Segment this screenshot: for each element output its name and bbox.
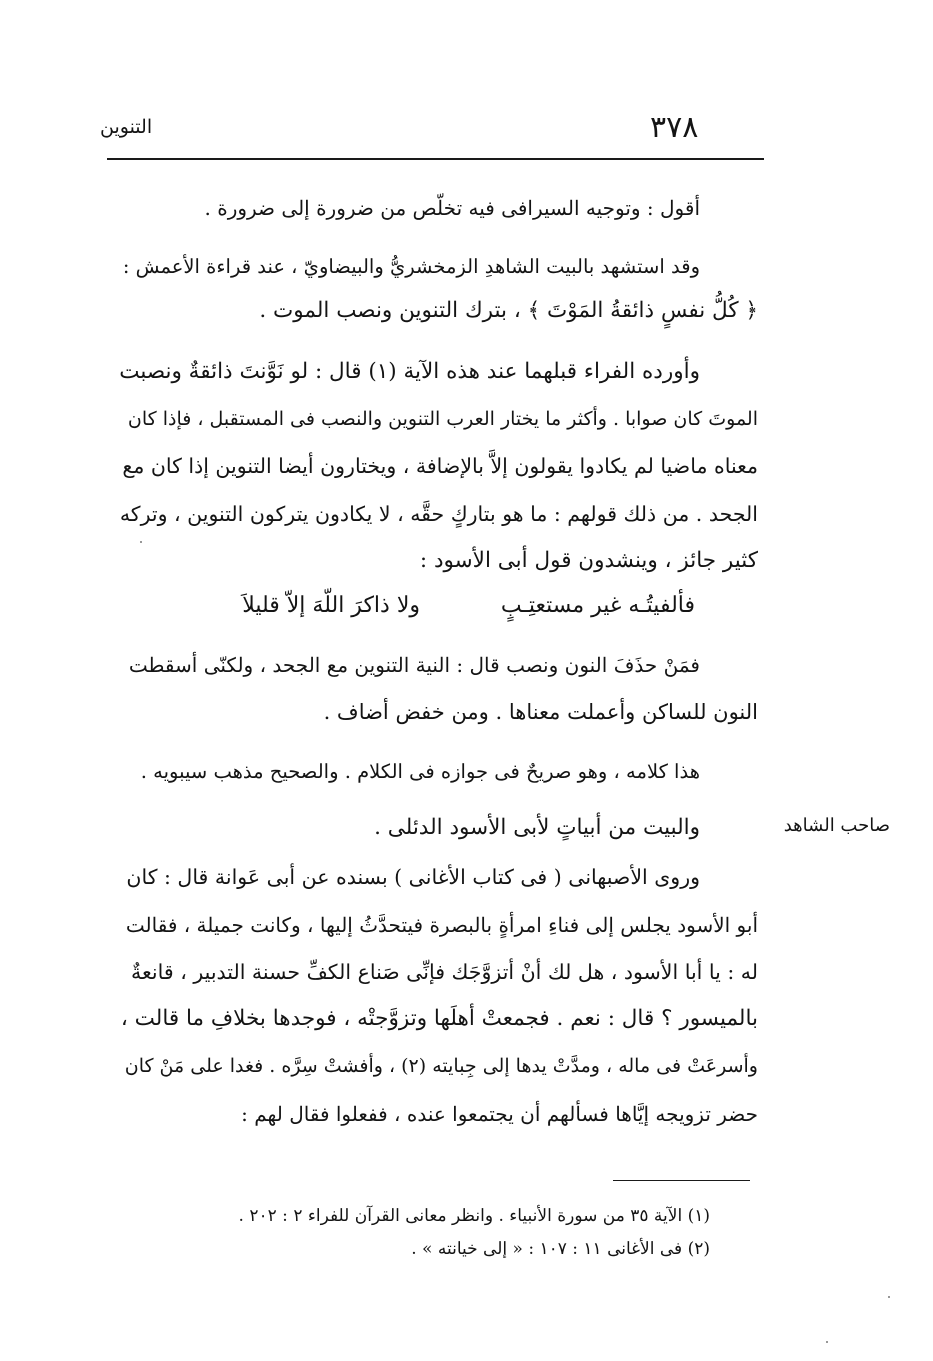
body-line: له : يا أبا الأسود ، هل لك أنْ أتزوَّجَك فإنِّى صَناع الكفِّ حسنة التدبير ، قانعةٌ bbox=[131, 960, 758, 984]
scan-speck bbox=[888, 1296, 890, 1298]
body-line: وقد استشهد بالبيت الشاهدِ الزمخشريُّ والبيضاويّ ، عند قراءة الأعمش : bbox=[122, 255, 700, 278]
body-line: ﴿ كُلُّ نفسٍ ذائقةُ المَوْتَ ﴾ ، بترك التنوين ونصب الموت . bbox=[259, 298, 758, 323]
verse-hemistich-second: ولا ذاكرَ اللّهَ إلاّ قليلاَ bbox=[242, 593, 420, 618]
scan-speck bbox=[826, 1341, 828, 1343]
footnote-rule bbox=[613, 1180, 750, 1181]
footnote-1: (١) الآية ٣٥ من سورة الأنبياء . وانظر معانى القرآن للفراء ٢ : ٢٠٢ . bbox=[238, 1206, 710, 1226]
body-line: والبيت من أبياتٍ لأبى الأسود الدئلى . bbox=[374, 815, 700, 840]
body-line: كثير جائز ، وينشدون قول أبى الأسود : bbox=[419, 548, 758, 573]
body-line: النون للساكن وأعملت معناها . ومن خفض أضاف . bbox=[323, 700, 758, 724]
body-line: حضر تزويجه إيَّاها فسألهم أن يجتمعوا عنده ، ففعلوا فقال لهم : bbox=[241, 1102, 758, 1126]
body-line: هذا كلامه ، وهو صريحٌ فى جوازه فى الكلام . والصحيح مذهب سيبويه . bbox=[140, 760, 700, 783]
footnote-2: (٢) فى الأغانى ١١ : ١٠٧ : « إلى خيانته » . bbox=[411, 1239, 710, 1259]
body-line: بالميسور ؟ قال : نعم . فجمعتْ أهلَها وتزوَّجتْه ، فوجدها بخلافِ ما قالت ، bbox=[120, 1006, 758, 1031]
body-line: وأسرعَتْ فى ماله ، ومدَّتْ يدها إلى جِبايته (٢) ، وأفشتْ سِرَّه . فغدا على مَنْ كان bbox=[124, 1055, 758, 1077]
body-line: الجحد . من ذلك قولهم : ما هو بتاركٍ حقَّه ، لا يكادون يتركون التنوين ، وتركه bbox=[119, 502, 758, 526]
running-header-title: التنوين bbox=[100, 116, 153, 138]
body-line: معناه ماضيا لم يكادوا يقولون إلاَّ بالإضافة ، ويختارون أيضا التنوين إذا كان مع bbox=[122, 454, 758, 478]
header-rule bbox=[107, 158, 764, 160]
body-line: وروى الأصبهانى ( فى كتاب الأغانى ) بسنده عن أبى عَوانة قال : كان bbox=[126, 865, 700, 889]
body-line: فمَنْ حذَفَ النون ونصب قال : النية التنوين مع الجحد ، ولكنّى أسقطت bbox=[128, 653, 700, 677]
margin-note: صاحب الشاهد bbox=[783, 815, 890, 836]
verse-hemistich-first: فألفيتُـه غير مستعتِـبٍ bbox=[500, 593, 695, 618]
body-line: أقول : وتوجيه السيرافى فيه تخلّص من ضرورة إلى ضرورة . bbox=[204, 196, 700, 220]
scan-speck bbox=[140, 541, 142, 543]
body-line: أبو الأسود يجلس إلى فناءِ امرأةٍ بالبصرة فيتحدَّثُ إليها ، وكانت جميلة ، فقالت bbox=[125, 913, 758, 937]
page-number: ٣٧٨ bbox=[650, 110, 699, 145]
body-line: الموتَ كان صوابا . وأكثر ما يختار العرب التنوين والنصب فى المستقبل ، فإذا كان bbox=[127, 408, 758, 430]
body-line: وأورده الفراء قبلهما عند هذه الآية (١) قال : لو نَوَّنتَ ذائقةٌ ونصبت bbox=[119, 359, 700, 384]
